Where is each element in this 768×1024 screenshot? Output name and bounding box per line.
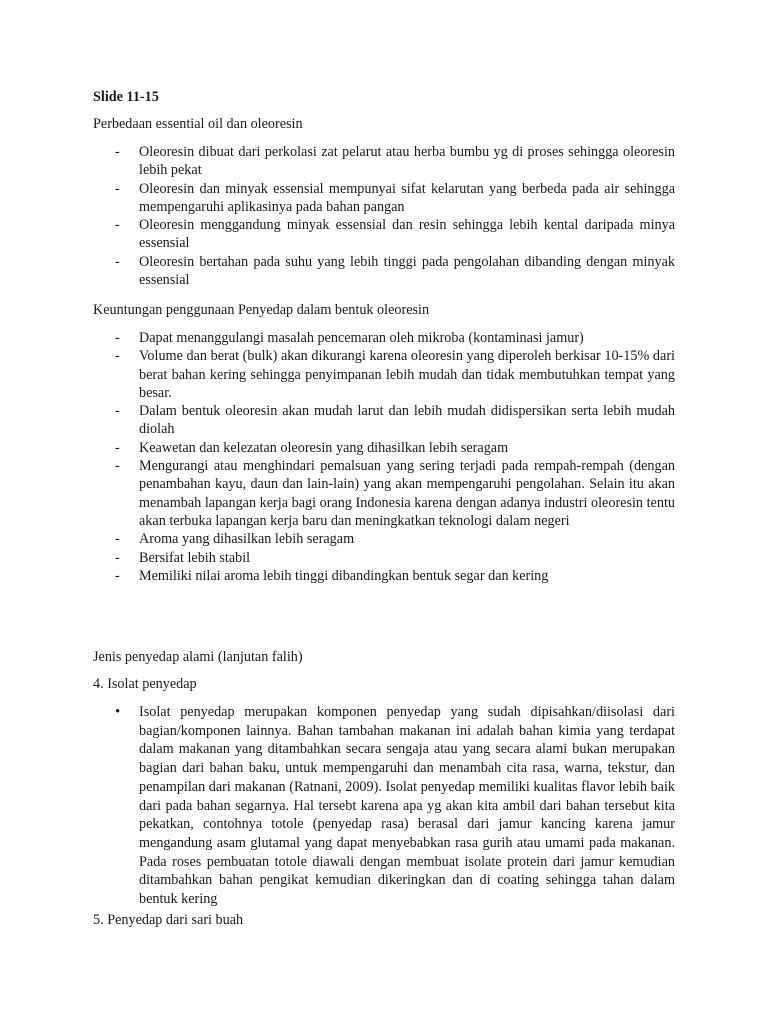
dash-marker: - — [115, 439, 120, 456]
list-item-text: Oleoresin dan minyak essensial mempunyai sifat kelarutan yang berbeda pada air sehingga mempengaruhi aplikasinya pada bahan pangan — [139, 180, 675, 215]
dash-marker: - — [115, 217, 120, 234]
list-item-text: Aroma yang dihasilkan lebih seragam — [139, 531, 355, 548]
advantages-list — [93, 329, 675, 585]
dash-marker: - — [115, 330, 120, 346]
dash-marker: - — [115, 144, 120, 160]
list-item-text: Keawetan dan kelezatan oleoresin yang dihasilkan lebih seragam — [139, 439, 509, 456]
subheading-isolat: 4. Isolat penyedap — [93, 676, 197, 692]
dash-marker: - — [115, 567, 120, 584]
list-item-text: Mengurangi atau menghindari pemalsuan yang sering terjadi pada rempah-rempah (dengan penambahan kayu, daun dan lain-lain) yang akan mempengaruhi pengolahan. Selain itu akan menambah lapangan kerja bagi orang Indonesia karena dengan adanya industri oleoresin tentu akan terbuka lapangan kerja baru dan meningkatkan teknologi dalam negeri — [139, 458, 675, 529]
list-item — [93, 143, 675, 180]
list-item-text: Dapat menanggulangi masalah pencemaran oleh mikroba (kontaminasi jamur) — [139, 330, 584, 346]
advantages-list-container — [93, 329, 675, 585]
list-item — [93, 457, 675, 530]
list-item — [93, 347, 675, 402]
isolat-paragraph: Isolat penyedap merupakan komponen penyedap yang sudah dipisahkan/diisolasi dari bagian/komponen lainnya. Bahan tambahan makanan ini adalah bahan kimia yang terdapat dalam makanan yang ditambahkan secara sengaja atau yang secara alami bukan merupakan bagian dari bahan baku, untuk mempengaruhi dan menambah cita rasa, warna, tekstur, dan penampilan dari makanan (Ratnani, 2009). Isolat penyedap memiliki kualitas flavor lebih baik dari pada bahan segarnya. Hal tersebt karena apa yg akan kita ambil dari bahan tersebut kita pekatkan, contohnya totole (penyedap rasa) berasal dari jamur kancing karena jamur mengandung asam glutamal yang dapat menyebabkan rasa gurih atau umami pada makanan. Pada roses pembuatan totole diawali dengan membuat isolate protein dari jamur kemudian ditambahkan bahan pengikat kemudian dikeringkan dan di coating sehingga tahan dalam bentuk kering — [139, 704, 675, 908]
list-item-text: Oleoresin dibuat dari perkolasi zat pelarut atau herba bumbu yg di proses sehingga oleoresin lebih pekat — [139, 144, 675, 179]
list-item-text: Volume dan berat (bulk) akan dikurangi karena oleoresin yang diperoleh berkisar 10-15% dari berat bahan kering sehingga penyimpanan lebih mudah dan tidak membutuhkan tempat yang besar. — [139, 348, 675, 401]
list-item-text: Oleoresin menggandung minyak essensial dan resin sehingga lebih kental daripada minya essensial — [139, 217, 675, 252]
dash-marker: - — [115, 253, 120, 270]
list-item — [93, 180, 675, 217]
dash-marker: - — [115, 348, 120, 365]
section-heading-difference: Perbedaan essential oil dan oleoresin — [93, 116, 303, 132]
section-heading-natural-flavoring: Jenis penyedap alami (lanjutan falih) — [93, 649, 303, 665]
difference-list — [93, 143, 675, 289]
list-item — [93, 549, 675, 567]
list-item — [93, 216, 675, 253]
dash-marker: - — [115, 403, 120, 420]
isolat-list — [93, 703, 675, 909]
list-item-text: Bersifat lebih stabil — [139, 549, 251, 566]
bullet-marker: • — [115, 704, 121, 720]
difference-list-container — [93, 143, 675, 289]
list-item-text: Oleoresin bertahan pada suhu yang lebih tinggi pada pengolahan dibanding dengan minyak essensial — [139, 253, 675, 289]
list-item — [93, 530, 675, 548]
dash-marker: - — [115, 549, 120, 566]
list-item — [93, 402, 675, 439]
list-item — [93, 329, 675, 347]
isolat-list-container — [93, 703, 675, 909]
document-title: Slide 11-15 — [93, 89, 159, 105]
list-item-text: Memiliki nilai aroma lebih tinggi dibandingkan bentuk segar dan kering — [139, 567, 549, 584]
list-item — [93, 703, 675, 909]
list-item-text: Dalam bentuk oleoresin akan mudah larut dan lebih mudah didispersikan serta lebih mudah diolah — [139, 403, 675, 438]
section-heading-advantages: Keuntungan penggunaan Penyedap dalam bentuk oleoresin — [93, 302, 430, 318]
list-item — [93, 439, 675, 457]
dash-marker: - — [115, 180, 120, 197]
dash-marker: - — [115, 458, 120, 475]
list-item — [93, 567, 675, 585]
list-item — [93, 253, 675, 290]
subheading-sari-buah: 5. Penyedap dari sari buah — [93, 912, 244, 928]
dash-marker: - — [115, 531, 120, 548]
